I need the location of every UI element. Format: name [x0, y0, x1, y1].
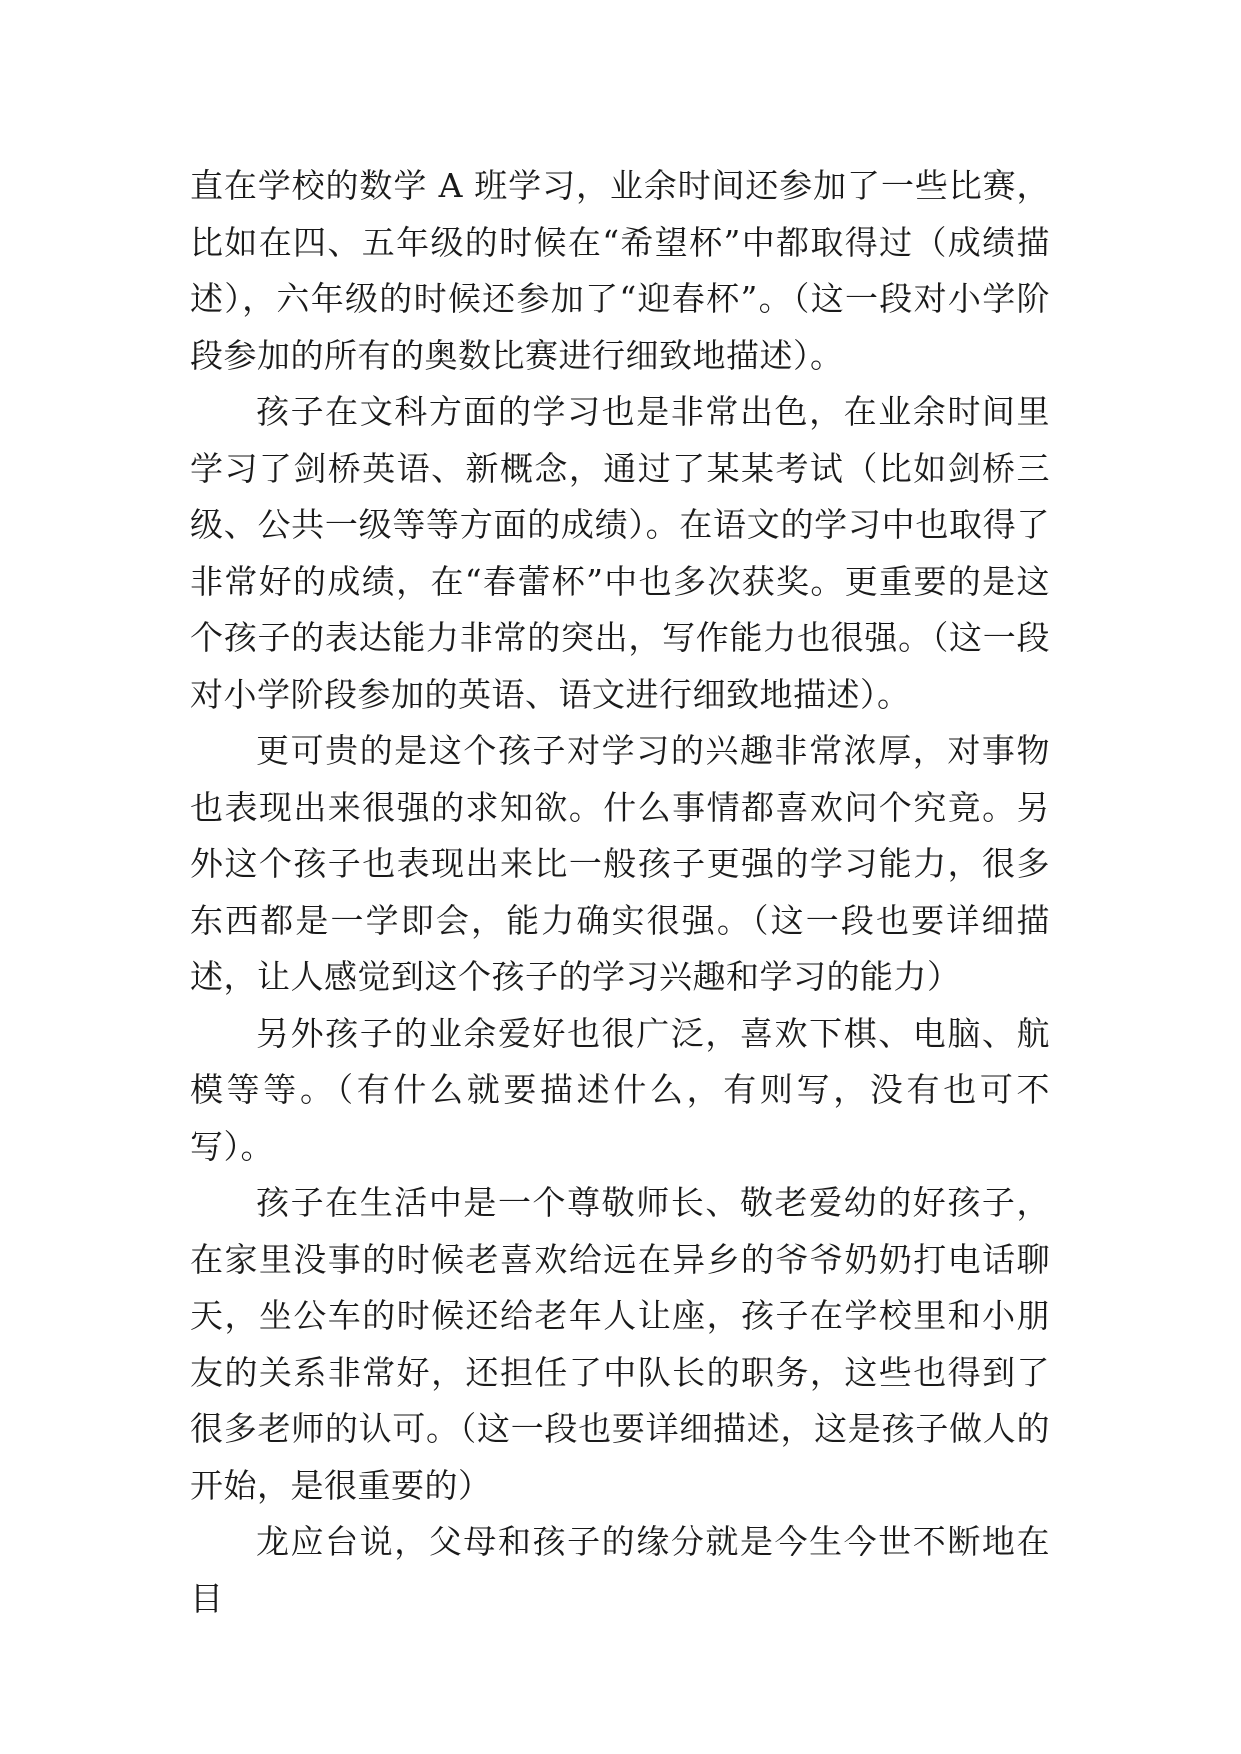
paragraph-humanities-study: 孩子在文科方面的学习也是非常出色，在业余时间里学习了剑桥英语、新概念，通过了某某考试（比如剑桥三级、公共一级等等方面的成绩）。在语文的学习中也取得了非常好的成绩，在“春蕾杯”中也多次获奖。更重要的是这个孩子的表达能力非常的突出，写作能力也很强。（这一段对小学阶段参加的英语、语文进行细致地描述）。: [190, 392, 1050, 714]
document-body: [190, 158, 1050, 1627]
paragraph-learning-interest: 更可贵的是这个孩子对学习的兴趣非常浓厚，对事物也表现出来很强的求知欲。什么事情都喜欢问个究竟。另外这个孩子也表现出来比一般孩子更强的学习能力，很多东西都是一学即会，能力确实很强。（这一段也要详细描述，让人感觉到这个孩子的学习兴趣和学习的能力）: [190, 731, 1050, 996]
paragraph-character: 孩子在生活中是一个尊敬师长、敬老爱幼的好孩子，在家里没事的时候老喜欢给远在异乡的爷爷奶奶打电话聊天，坐公车的时候还给老年人让座，孩子在学校里和小朋友的关系非常好，还担任了中队长的职务，这些也得到了很多老师的认可。（这一段也要详细描述，这是孩子做人的开始，是很重要的）: [190, 1183, 1050, 1505]
paragraph-math-competitions: 直在学校的数学 A 班学习，业余时间还参加了一些比赛，比如在四、五年级的时候在“希望杯”中都取得过（成绩描述），六年级的时候还参加了“迎春杯”。（这一段对小学阶段参加的所有的奥数比赛进行细致地描述）。: [190, 166, 1050, 375]
paragraph-hobbies: 另外孩子的业余爱好也很广泛，喜欢下棋、电脑、航模等等。（有什么就要描述什么，有则写，没有也可不写）。: [190, 1013, 1050, 1166]
paragraph-closing-quote: 龙应台说，父母和孩子的缘分就是今生今世不断地在目: [190, 1522, 1050, 1618]
